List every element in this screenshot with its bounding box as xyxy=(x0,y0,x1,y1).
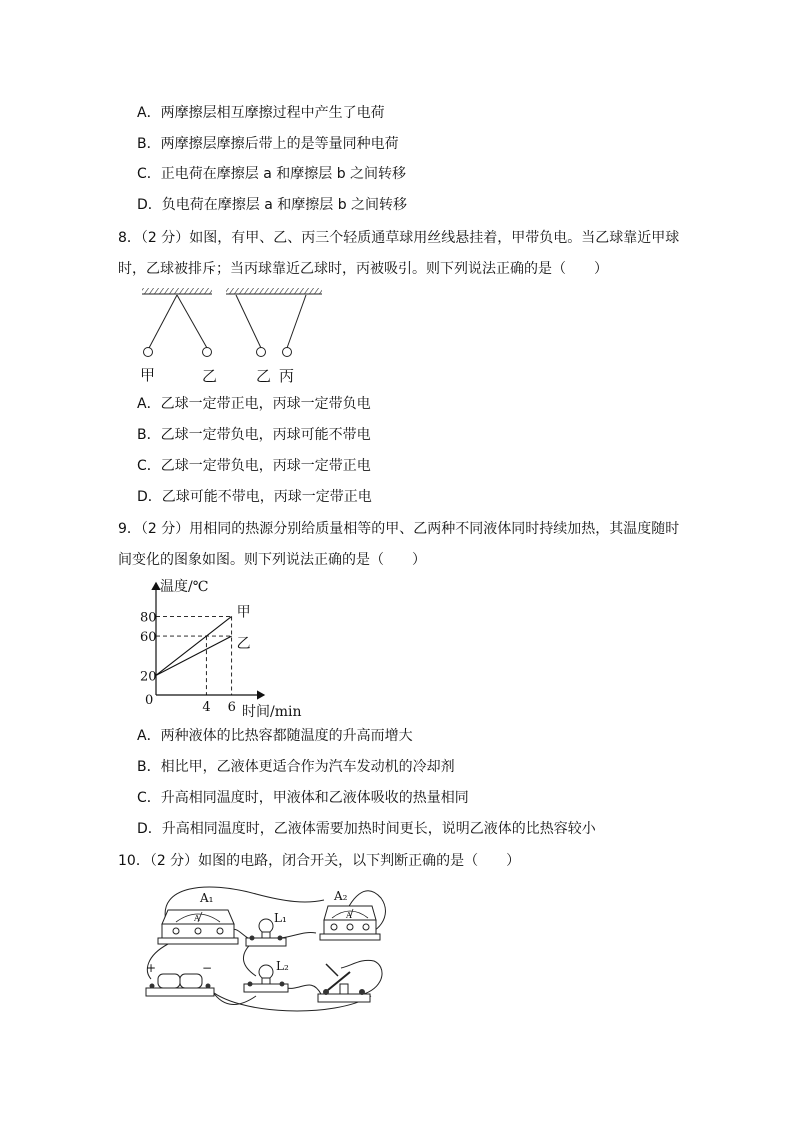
x-tick-label-0: 0 xyxy=(145,693,154,708)
q8-ball-yi xyxy=(203,348,212,357)
q8-ball-bing xyxy=(283,348,292,357)
q8-label-yi-2: 乙 xyxy=(256,367,272,385)
q8-stem-line2: 时，乙球被排斥；当丙球靠近乙球时，丙被吸引。则下列说法正确的是（ ） xyxy=(118,261,608,277)
q10-stem: 10．（2 分）如图的电路，闭合开关，以下判断正确的是（ ） xyxy=(118,853,521,869)
q9-option-a: A．两种液体的比热容都随温度的升高而增大 xyxy=(137,728,413,744)
q10-circuit-figure xyxy=(136,876,396,1016)
q9-temperature-chart xyxy=(136,575,316,725)
q8-thread-bing xyxy=(287,295,306,348)
label-l1: L₁ xyxy=(274,911,287,925)
battery-minus-label: − xyxy=(202,961,213,975)
x-tick-label-2: 6 xyxy=(227,700,236,715)
battery xyxy=(146,974,214,996)
q9-option-c: C．升高相同温度时，甲液体和乙液体吸收的热量相同 xyxy=(137,790,469,806)
wire-l2-switch xyxy=(286,985,321,994)
battery-plus-label: + xyxy=(146,961,157,975)
ammeter-a1 xyxy=(158,910,238,944)
q8-figure xyxy=(136,284,336,386)
x-tick-label-1: 4 xyxy=(202,700,211,715)
ammeter-a2 xyxy=(320,906,380,940)
q9-stem-line1: 9．（2 分）用相同的热源分别给质量相等的甲、乙两种不同液体同时持续加热，其温度随时 xyxy=(118,521,680,537)
q7-option-c: C．正电荷在摩擦层 a 和摩擦层 b 之间转移 xyxy=(137,166,407,182)
x-axis-label: 时间/min xyxy=(242,704,302,720)
series-line-0 xyxy=(156,616,232,675)
q8-ball-jia xyxy=(144,348,153,357)
label-l2: L₂ xyxy=(276,959,289,973)
q9-option-b: B．相比甲，乙液体更适合作为汽车发动机的冷却剂 xyxy=(137,759,455,775)
switch xyxy=(318,964,370,1002)
y-axis-label: 温度/℃ xyxy=(160,579,209,595)
q8-option-c: C．乙球一定带负电，丙球一定带正电 xyxy=(137,458,371,474)
q8-label-yi: 乙 xyxy=(202,367,218,385)
q7-option-d: D．负电荷在摩擦层 a 和摩擦层 b 之间转移 xyxy=(137,197,408,213)
wire-l1-a2 xyxy=(281,933,316,938)
q8-ceiling-left xyxy=(142,288,212,294)
series-label-1: 乙 xyxy=(236,636,251,653)
q7-option-a: A．两摩擦层相互摩擦过程中产生了电荷 xyxy=(137,105,385,121)
q8-option-a: A．乙球一定带正电，丙球一定带负电 xyxy=(137,396,371,412)
series-line-1 xyxy=(156,636,232,675)
series-label-0: 甲 xyxy=(236,604,251,621)
a1-meter-letter: A xyxy=(194,914,200,923)
q8-label-bing: 丙 xyxy=(279,367,295,385)
q8-option-b: B．乙球一定带负电，丙球可能不带电 xyxy=(137,427,371,443)
q8-thread-yi-right xyxy=(236,295,261,348)
y-tick-label-1: 60 xyxy=(140,630,157,646)
label-a1: A₁ xyxy=(200,891,214,905)
y-tick-label-2: 80 xyxy=(140,610,157,626)
a2-meter-letter: A xyxy=(346,911,352,920)
label-a2: A₂ xyxy=(334,889,348,903)
q7-option-b: B．两摩擦层摩擦后带上的是等量同种电荷 xyxy=(137,136,399,152)
q8-ceiling-right xyxy=(226,288,322,294)
q8-label-jia: 甲 xyxy=(140,366,156,384)
q8-thread-jia xyxy=(149,295,177,348)
q8-thread-yi-left xyxy=(177,295,207,348)
q9-stem-line2: 间变化的图象如图。则下列说法正确的是（ ） xyxy=(118,552,426,568)
q8-stem-line1: 8．（2 分）如图，有甲、乙、丙三个轻质通草球用丝线悬挂着，甲带负电。当乙球靠近甲球 xyxy=(118,230,680,246)
q8-option-d: D．乙球可能不带电，丙球一定带正电 xyxy=(137,489,372,505)
y-tick-label-0: 20 xyxy=(140,669,157,685)
q8-ball-yi-2 xyxy=(257,348,266,357)
q9-option-d: D．升高相同温度时，乙液体需要加热时间更长，说明乙液体的比热容较小 xyxy=(137,821,596,837)
